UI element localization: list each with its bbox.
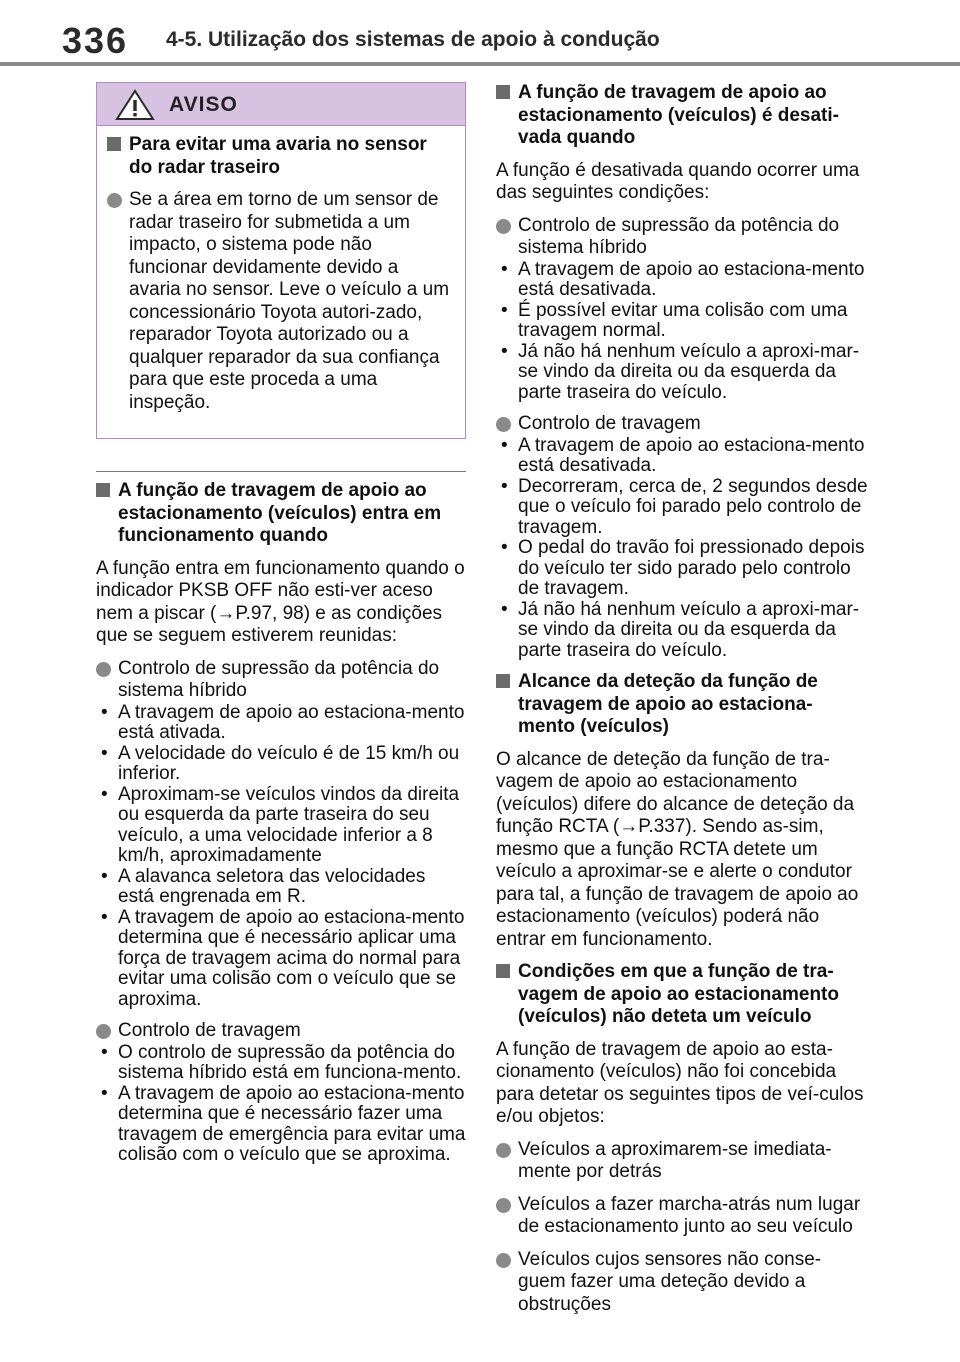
header-rule [0,62,960,66]
condition-group [496,215,868,404]
sub-item: • A travagem de apoio ao estaciona-mento está desativada. [496,436,868,477]
section-heading [496,671,868,739]
condition-group [496,413,868,661]
bullet-item [496,1139,868,1184]
section-heading-text: Condições em que a função de tra-vagem de apoio ao estacionamento (veículos) não deteta um veículo [518,961,839,1027]
square-bullet-icon [496,964,510,978]
section-heading [496,961,868,1029]
bullet-text: Controlo de travagem [118,1020,301,1041]
bullet-item [496,413,868,436]
condition-group [96,658,466,1011]
sub-item: • A travagem de apoio ao estaciona-mento determina que é necessário fazer uma travagem de emergência para evitar uma colisão com o veículo que se aproxima. [96,1084,466,1166]
section-heading [496,82,868,150]
sub-item: • A travagem de apoio ao estaciona-mento está desativada. [496,260,868,301]
warning-body [97,126,465,438]
section-title: 4-5. Utilização dos sistemas de apoio à condução [166,28,660,51]
square-bullet-icon [496,85,510,99]
bullet-text: Controlo de supressão da potência do sistema híbrido [118,657,440,701]
circle-bullet-icon [496,1143,511,1158]
paragraph: A função é desativada quando ocorrer uma das seguintes condições: [496,159,860,203]
condition-group [96,1020,466,1166]
circle-bullet-icon [496,1198,511,1213]
warning-header [97,83,465,126]
warning-bullet-text: Se a área em torno de um sensor de radar traseiro for submetida a um impacto, o sistema pode não funcionar devidamente devido a avaria no sensor. Leve o veículo a um concessionário Toyota autori-zado, reparador Toyota autorizado ou a qualquer reparador da sua confiança para que este proceda a uma inspeção. [129,189,450,413]
sub-item: • A travagem de apoio ao estaciona-mento está ativada. [96,703,466,744]
section-heading-text: A função de travagem de apoio ao estacionamento (veículos) entra em funcionamento quando [118,480,442,546]
right-column [496,82,868,1326]
square-bullet-icon [107,137,121,151]
sub-item: • O pedal do travão foi pressionado depois do veículo ter sido parado pelo controlo de travagem. [496,538,868,600]
section-heading-text: A função de travagem de apoio ao estacionamento (veículos) é desati-vada quando [518,82,839,148]
section-heading [96,480,466,548]
bullet-item [496,1249,868,1317]
square-bullet-icon [96,483,110,497]
circle-bullet-icon [96,662,111,677]
bullet-text: Veículos a aproximarem-se imediata-mente por detrás [518,1138,832,1182]
bullet-text: Controlo de supressão da potência do sistema híbrido [518,214,840,258]
bullet-item [96,1020,466,1043]
warning-bullet [107,189,455,414]
circle-bullet-icon [496,1253,511,1268]
sub-item: • A travagem de apoio ao estaciona-mento determina que é necessário aplicar uma força de travagem acima do normal para evitar uma colisão com o veículo que se aproxima. [96,908,466,1011]
warning-box [96,82,466,439]
warning-heading-text: Para evitar uma avaria no sensor do radar traseiro [129,134,427,178]
bullet-item [96,658,466,703]
paragraph: A função entra em funcionamento quando o indicador PKSB OFF não esti-ver aceso nem a piscar (→P.97, 98) e as condições que se seguem estiverem reunidas: [96,557,465,646]
paragraph: A função de travagem de apoio ao esta-cionamento (veículos) não foi concebida para detetar os seguintes tipos de veí-culos e/ou objetos: [496,1038,864,1127]
bullet-item [496,215,868,260]
sub-item: • O controlo de supressão da potência do sistema híbrido está em funciona-mento. [96,1043,466,1084]
circle-bullet-icon [496,219,511,234]
paragraph: O alcance de deteção da função de tra-vagem de apoio ao estacionamento (veículos) difere do alcance de deteção da função RCTA (→P.337). Sendo as-sim, mesmo que a função RCTA detete um veículo a aproximar-se e alerte o condutor para tal, a função de travagem de apoio ao estacionamento (veículos) poderá não entrar em funcionamento. [496,748,859,950]
section-heading-text: Alcance da deteção da função de travagem de apoio ao estaciona-mento (veículos) [518,671,818,737]
warning-triangle-icon [115,89,155,121]
sub-item: • A velocidade do veículo é de 15 km/h ou inferior. [96,744,466,785]
circle-bullet-icon [496,417,511,432]
sub-item: • É possível evitar uma colisão com uma travagem normal. [496,301,868,342]
square-bullet-icon [496,674,510,688]
page-header [0,0,960,68]
sub-item: • Decorreram, cerca de, 2 segundos desde que o veículo foi parado pelo controlo de travagem. [496,477,868,539]
sub-item: • Já não há nenhum veículo a aproxi-mar-se vindo da direita ou da esquerda da parte traseira do veículo. [496,342,868,404]
section-divider [96,471,466,472]
sub-item: • Aproximam-se veículos vindos da direita ou esquerda da parte traseira do seu veículo, a uma velocidade inferior a 8 km/h, aproximadamente [96,785,466,867]
page-number: 336 [62,20,129,61]
bullet-text: Veículos cujos sensores não conse-guem fazer uma deteção devido a obstruções [518,1248,822,1315]
bullet-text: Controlo de travagem [518,413,701,434]
left-column [96,82,466,1176]
warning-heading [107,134,455,179]
warning-title: AVISO [169,93,238,116]
bullet-item [496,1194,868,1239]
sub-item: • A alavanca seletora das velocidades está engrenada em R. [96,867,466,908]
bullet-text: Veículos a fazer marcha-atrás num lugar de estacionamento junto ao seu veículo [518,1193,861,1237]
circle-bullet-icon [96,1024,111,1039]
circle-bullet-icon [107,193,122,208]
sub-item: • Já não há nenhum veículo a aproxi-mar-se vindo da direita ou da esquerda da parte traseira do veículo. [496,600,868,662]
